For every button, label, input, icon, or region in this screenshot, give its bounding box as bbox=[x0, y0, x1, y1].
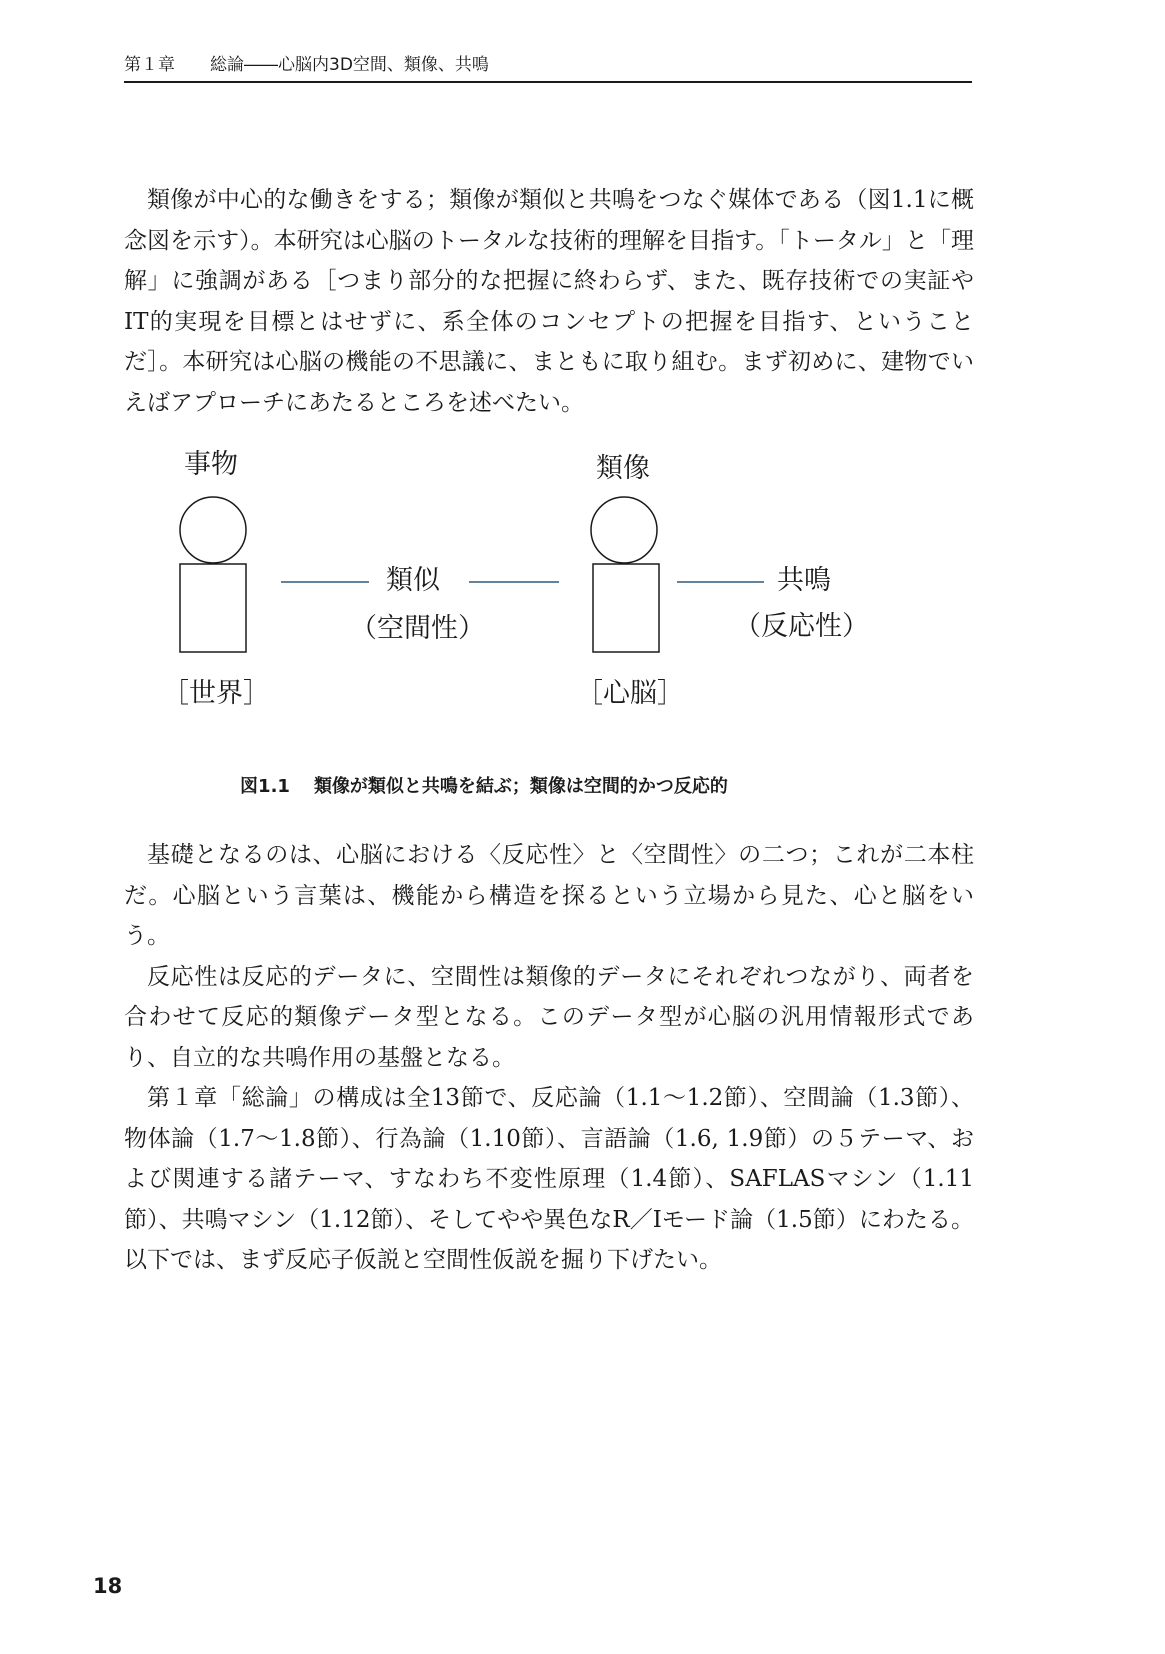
world-label: ［世界］ bbox=[162, 678, 270, 709]
thing-label: 事物 bbox=[184, 449, 238, 480]
resonance-label: 共鳴 bbox=[777, 565, 831, 596]
similarity-label: 類似 bbox=[386, 565, 440, 596]
page-number: 18 bbox=[93, 1574, 123, 1598]
icon-head-circle bbox=[591, 497, 657, 563]
spatiality-label: （空間性） bbox=[350, 613, 485, 644]
body-text-top bbox=[124, 180, 974, 423]
thing-head-circle bbox=[180, 497, 246, 563]
reactivity-label: （反応性） bbox=[734, 611, 869, 642]
figure-1-1 bbox=[124, 449, 974, 815]
icon-label: 類像 bbox=[596, 453, 650, 484]
chapter-title: 総論――心脳内3D空間、類像、共鳴 bbox=[210, 55, 489, 75]
thing-body-rect bbox=[180, 564, 246, 652]
header-rule bbox=[124, 81, 972, 83]
mind-brain-label: ［心脳］ bbox=[576, 678, 684, 709]
icon-body-rect bbox=[593, 564, 659, 652]
chapter-number: 第１章 bbox=[124, 55, 175, 75]
paragraph: 第１章「総論」の構成は全13節で、反応論（1.1〜1.2節）、空間論（1.3節）、物体論（1.7〜1.8節）、行為論（1.10節）、言語論（1.6, 1.9節）の５テーマ、および関連する諸テーマ、すなわち不変性原理（1.4節）、SAFLASマシン（1.11節）、共鳴マシン（1.12節）、そしてやや異色なR／Iモード論（1.5節）にわたる。以下では、まず反応子仮説と空間性仮説を掘り下げたい。 bbox=[124, 1085, 974, 1273]
paragraph: 基礎となるのは、心脳における〈反応性〉と〈空間性〉の二つ；これが二本柱だ。心脳という言葉は、機能から構造を探るという立場から見た、心と脳をいう。 bbox=[124, 842, 974, 949]
body-text-bottom bbox=[124, 835, 974, 1281]
paragraph: 類像が中心的な働きをする；類像が類似と共鳴をつなぐ媒体である（図1.1に概念図を示す）。本研究は心脳のトータルな技術的理解を目指す。「トータル」と「理解」に強調がある［つまり部分的な把握に終わらず、また、既存技術での実証やIT的実現を目標とはせずに、系全体のコンセプトの把握を目指す、ということだ］。本研究は心脳の機能の不思議に、まともに取り組む。まず初めに、建物でいえばアプローチにあたるところを述べたい。 bbox=[124, 187, 974, 416]
running-header bbox=[124, 54, 972, 76]
figure-caption-text: 類像が類似と共鳴を結ぶ；類像は空間的かつ反応的 bbox=[313, 776, 728, 797]
figure-caption-number: 図1.1 bbox=[240, 776, 290, 797]
paragraph: 反応性は反応的データに、空間性は類像的データにそれぞれつながり、両者を合わせて反応的類像データ型となる。このデータ型が心脳の汎用情報形式であり、自立的な共鳴作用の基盤となる。 bbox=[124, 963, 974, 1071]
figure-caption bbox=[124, 775, 844, 799]
